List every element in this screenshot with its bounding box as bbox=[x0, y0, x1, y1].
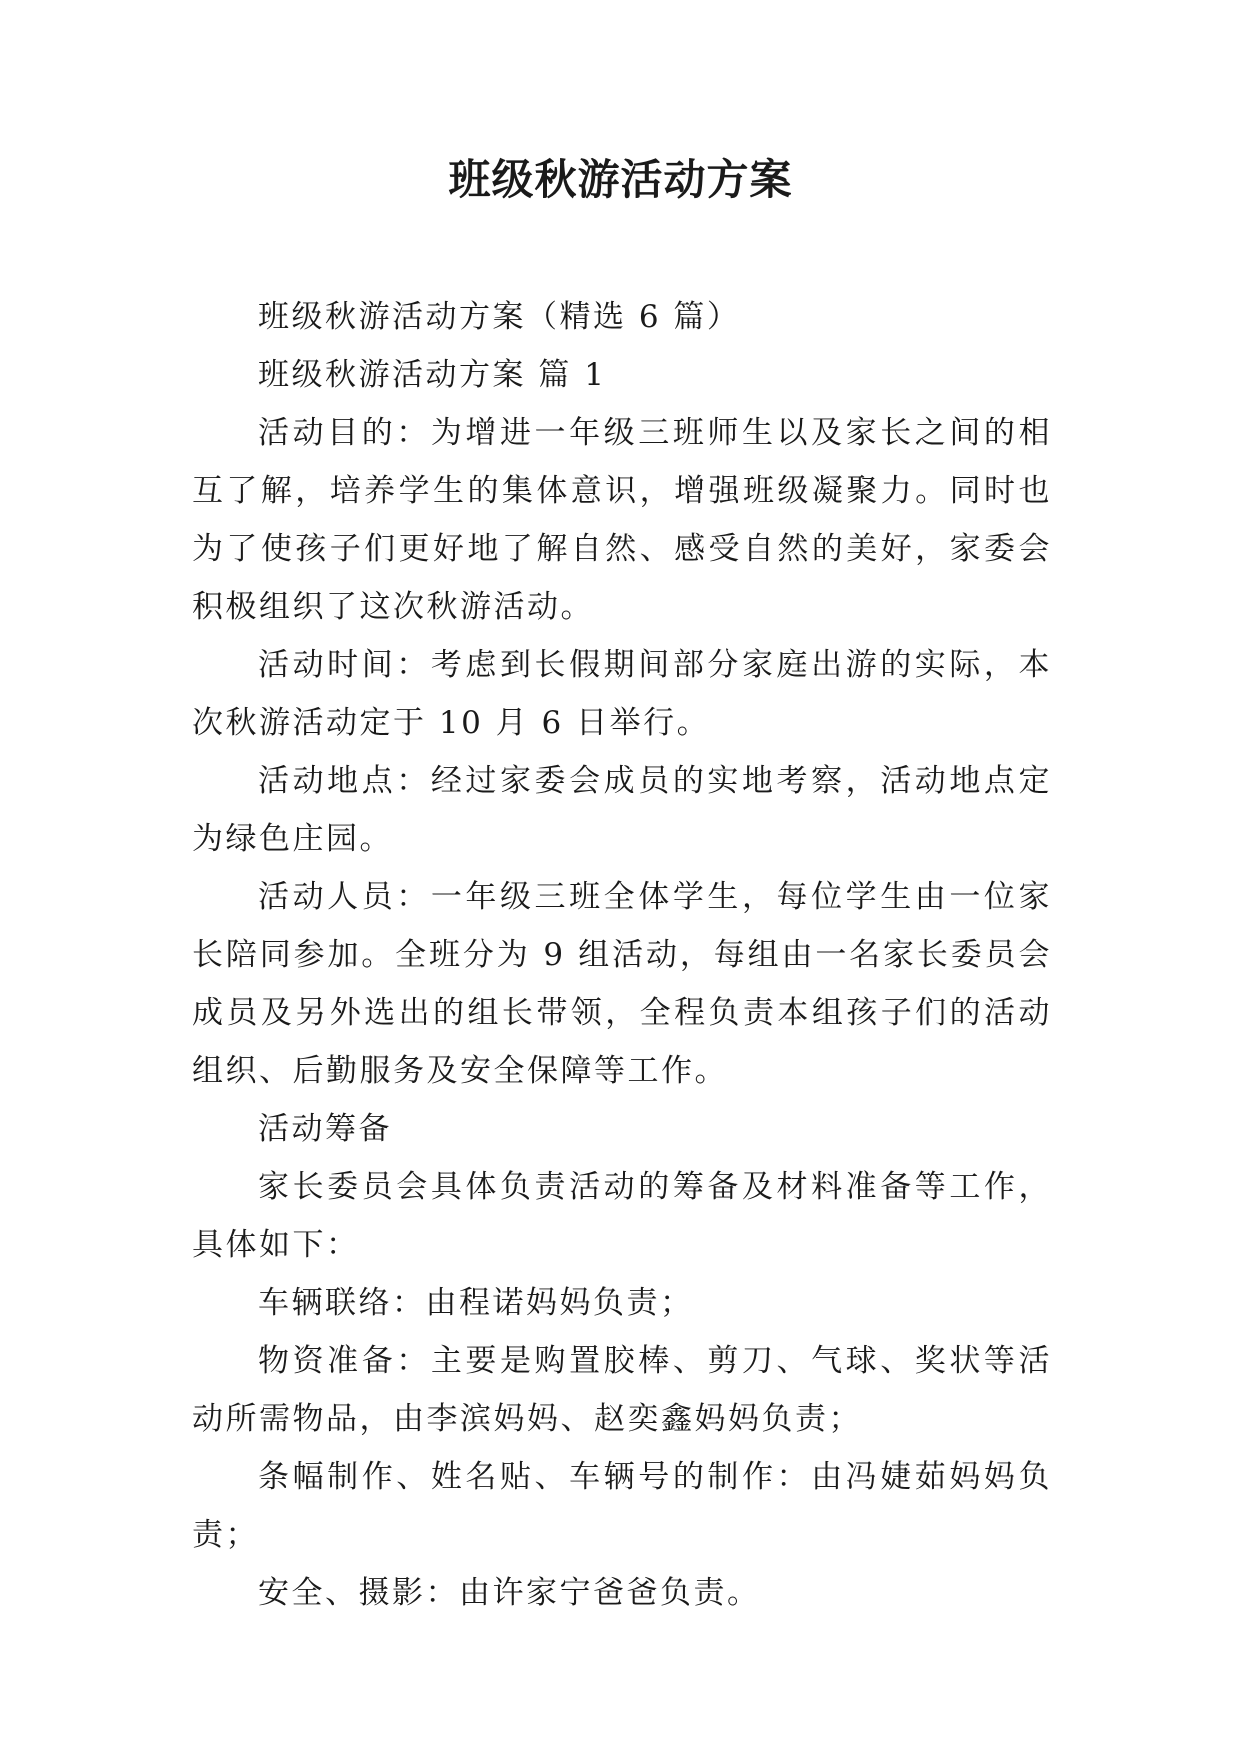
paragraph-vehicle: 车辆联络：由程诺妈妈负责； bbox=[258, 1285, 694, 1321]
paragraph-banners: 条幅制作、姓名贴、车辆号的制作：由冯婕茹妈妈负责； bbox=[192, 1459, 1052, 1553]
document-title: 班级秋游活动方案 bbox=[448, 155, 793, 204]
paragraph-safety: 安全、摄影：由许家宁爸爸负责。 bbox=[258, 1575, 761, 1611]
paragraph-section-heading: 班级秋游活动方案 篇 1 bbox=[258, 357, 607, 393]
paragraph-preparation-intro: 家长委员会具体负责活动的筹备及材料准备等工作，具体如下： bbox=[192, 1169, 1052, 1263]
paragraph-subtitle: 班级秋游活动方案（精选 6 篇） bbox=[258, 299, 741, 335]
paragraph-purpose: 活动目的：为增进一年级三班师生以及家长之间的相互了解，培养学生的集体意识，增强班级凝聚力。同时也为了使孩子们更好地了解自然、感受自然的美好，家委会积极组织了这次秋游活动。 bbox=[192, 415, 1052, 625]
paragraph-supplies: 物资准备：主要是购置胶棒、剪刀、气球、奖状等活动所需物品，由李滨妈妈、赵奕鑫妈妈负责； bbox=[192, 1343, 1052, 1437]
document-body bbox=[192, 288, 1052, 1622]
paragraph-location: 活动地点：经过家委会成员的实地考察，活动地点定为绿色庄园。 bbox=[192, 763, 1052, 857]
paragraph-preparation-heading: 活动筹备 bbox=[258, 1111, 392, 1147]
paragraph-participants: 活动人员：一年级三班全体学生，每位学生由一位家长陪同参加。全班分为 9 组活动，每组由一名家长委员会成员及另外选出的组长带领，全程负责本组孩子们的活动组织、后勤服务及安全保障等工作。 bbox=[192, 879, 1052, 1089]
paragraph-time: 活动时间：考虑到长假期间部分家庭出游的实际，本次秋游活动定于 10 月 6 日举行。 bbox=[192, 647, 1052, 741]
